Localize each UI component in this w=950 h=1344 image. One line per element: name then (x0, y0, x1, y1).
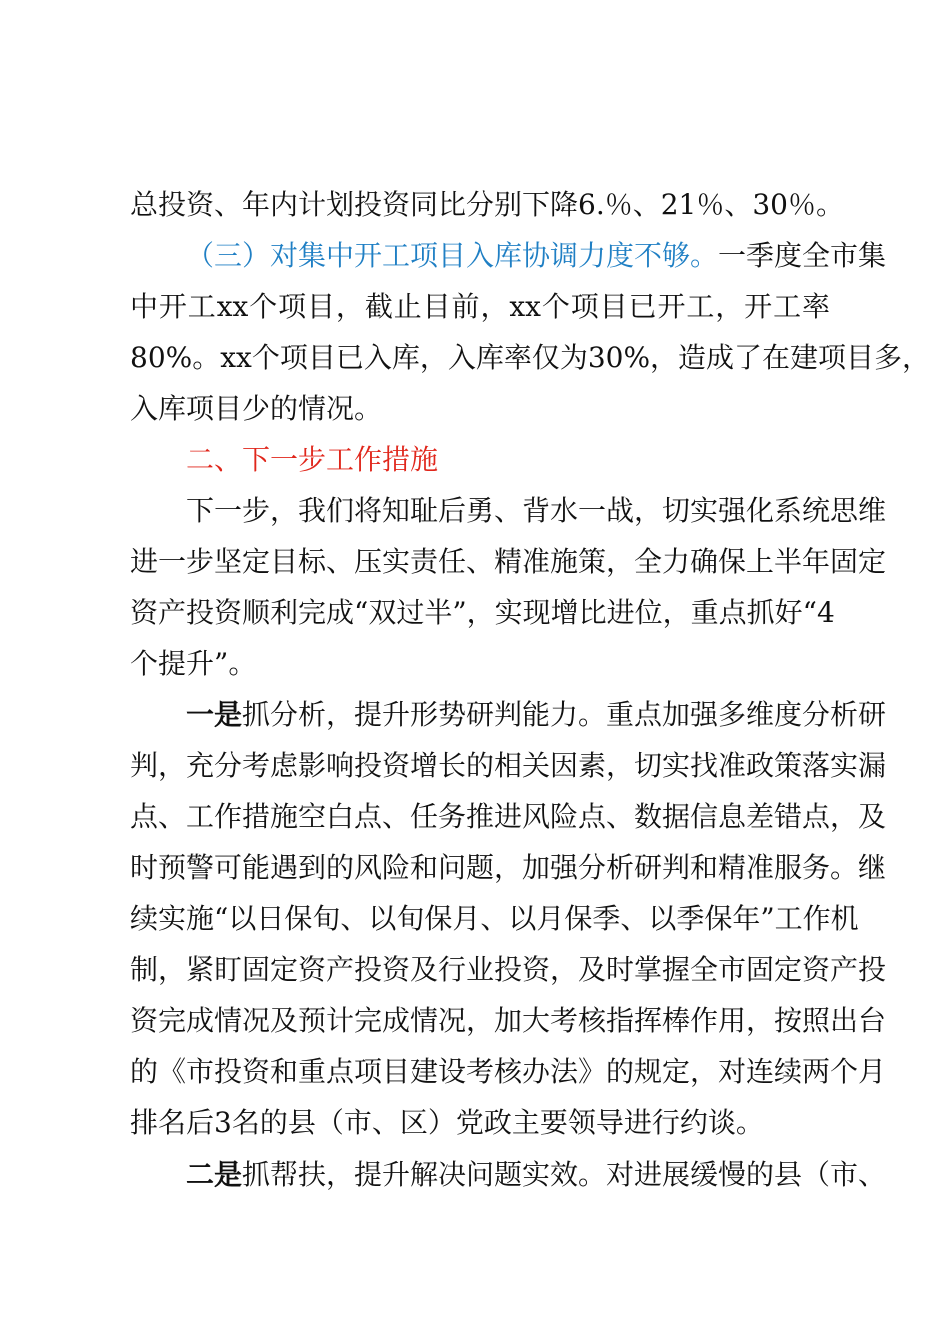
text: 判，充分考虑影响投资增长的相关因素，切实找准政策落实漏 (130, 749, 887, 782)
text: 进一步坚定目标、压实责任、精准施策，全力确保上半年固定 (130, 545, 887, 578)
paragraph-line (130, 647, 830, 681)
subheading-three: （三）对集中开工项目入库协调力度不够。 (186, 239, 719, 272)
paragraph-line (130, 749, 887, 783)
text: 总投资、年内计划投资同比分别下降6.％、21％、30％。 (130, 188, 844, 221)
paragraph-line (186, 494, 887, 528)
text: 抓分析，提升形势研判能力。重点加强多维度分析研 (242, 698, 887, 731)
section-title (186, 443, 830, 477)
paragraph-line (130, 953, 887, 987)
text: 中开工xx个项目，截止目前，xx个项目已开工，开工率 (130, 290, 830, 323)
lead-label-one: 一是 (186, 698, 243, 731)
text: 资完成情况及预计完成情况，加大考核指挥棒作用，按照出台 (130, 1004, 887, 1037)
text: 下一步，我们将知耻后勇、背水一战，切实强化系统思维 (186, 494, 887, 527)
paragraph-line (130, 545, 887, 579)
text: 个提升”。 (130, 647, 257, 680)
text: 点、工作措施空白点、任务推进风险点、数据信息差错点，及 (130, 800, 887, 833)
paragraph-line (130, 851, 887, 885)
paragraph-line (130, 392, 830, 426)
text: 的《市投资和重点项目建设考核办法》的规定，对连续两个月 (130, 1055, 887, 1088)
paragraph-line (186, 698, 887, 732)
paragraph-line (130, 1106, 830, 1140)
paragraph-line (130, 902, 859, 936)
paragraph-line (130, 188, 844, 222)
paragraph-line (130, 1004, 887, 1038)
text: 排名后3名的县（市、区）党政主要领导进行约谈。 (130, 1106, 764, 1139)
text: 入库项目少的情况。 (130, 392, 383, 425)
text: 续实施“以日保旬、以旬保月、以月保季、以季保年”工作机 (130, 902, 859, 935)
paragraph-line (186, 1158, 887, 1192)
paragraph-line (130, 341, 931, 375)
section-title-text: 二、下一步工作措施 (186, 443, 439, 476)
paragraph-line (130, 596, 835, 630)
text: 资产投资顺利完成“双过半”，实现增比进位，重点抓好“4 (130, 596, 835, 629)
paragraph-line (186, 239, 887, 273)
lead-label-two: 二是 (186, 1158, 243, 1191)
paragraph-line (130, 800, 887, 834)
text: 抓帮扶，提升解决问题实效。对进展缓慢的县（市、 (242, 1158, 887, 1191)
paragraph-line (130, 1055, 887, 1089)
text: 一季度全市集 (718, 239, 887, 272)
text: 时预警可能遇到的风险和问题，加强分析研判和精准服务。继 (130, 851, 887, 884)
text: 80%。xx个项目已入库，入库率仅为30%，造成了在建项目多， (130, 341, 931, 374)
paragraph-line (130, 290, 830, 324)
text: 制，紧盯固定资产投资及行业投资，及时掌握全市固定资产投 (130, 953, 887, 986)
